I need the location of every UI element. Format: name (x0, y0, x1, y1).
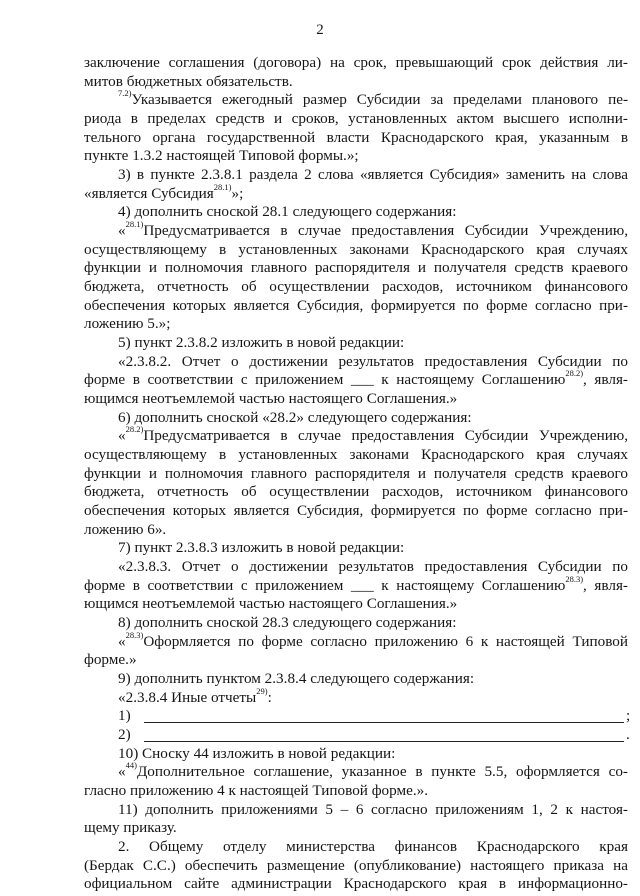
text-line (84, 502, 628, 520)
text-line (84, 819, 177, 837)
text-line (118, 558, 628, 576)
blank-line-end: ; (626, 707, 631, 724)
text-line (84, 54, 628, 72)
text-line (84, 651, 137, 669)
text-line (118, 745, 395, 763)
text-line (84, 483, 628, 501)
text-line (84, 875, 628, 893)
footnote-marker: 28.2) (125, 423, 144, 434)
blank-fill-line (144, 741, 624, 742)
line-text: форме.» (84, 651, 137, 668)
line-text-continued: , явля- (583, 371, 628, 388)
text-line (84, 573, 628, 595)
line-text: бюджета, отчетность об осуществлении расходов, источником финансового (84, 278, 628, 295)
text-line (84, 241, 628, 259)
text-line (118, 423, 628, 445)
line-text-continued: »; (231, 185, 244, 202)
footnote-marker: 29) (256, 685, 268, 696)
line-text: риода в пределах средств и сроков, установленных актом высшего исполни- (84, 110, 628, 127)
text-line (118, 409, 472, 427)
line-text-continued: , явля- (583, 577, 628, 594)
line-text: ложению 5.»; (84, 315, 171, 332)
line-text: 2. Общему отделу министерства финансов Краснодарского края (118, 838, 628, 855)
line-text: официальном сайте администрации Краснодарского края в информационно- (84, 875, 628, 892)
text-line (118, 334, 404, 352)
footnote-marker: 28.1) (125, 218, 144, 229)
footnote-marker: 7.2) (118, 87, 132, 98)
line-text: обеспечения которых является Субсидия, формируется по форме согласно при- (84, 297, 628, 314)
line-text: 10) Сноску 44 изложить в новой редакции: (118, 745, 396, 762)
line-text: функции и полномочия главного распорядителя и получателя средств краевого (84, 465, 628, 482)
page-number: 2 (316, 22, 324, 38)
text-line (118, 203, 456, 221)
line-text: ющимся неотъемлемой частью настоящего Соглашения.» (84, 595, 458, 612)
line-text: « (118, 427, 126, 444)
line-text: тельного органа государственной власти Краснодарского края, указанным в (84, 129, 628, 146)
text-line (118, 707, 631, 725)
text-line (118, 629, 628, 651)
line-text: форме в соответствии с приложением ___ к настоящему Соглашению (84, 371, 566, 388)
line-text: 4) дополнить сноской 28.1 следующего содержания: (118, 203, 457, 220)
line-text: « (118, 633, 126, 650)
text-line (84, 259, 628, 277)
text-line (84, 297, 628, 315)
footnote-marker: 28.2) (565, 367, 584, 378)
line-text: « (118, 763, 126, 780)
line-text: бюджета, отчетность об осуществлении расходов, источником финансового (84, 483, 628, 500)
text-line (118, 670, 474, 688)
text-line (118, 759, 628, 781)
line-text: Указывается ежегодный размер Субсидии за пределами планового пе- (131, 91, 628, 108)
text-line (84, 110, 628, 128)
line-text: « (118, 222, 126, 239)
footnote-marker: 28.3) (565, 573, 584, 584)
line-text: форме в соответствии с приложением ___ к настоящему Соглашению (84, 577, 566, 594)
line-text: 6) дополнить сноской «28.2» следующего содержания: (118, 409, 472, 426)
line-text-continued: : (267, 689, 272, 706)
text-line (84, 367, 628, 389)
line-text: ложению 6». (84, 521, 167, 538)
text-line (84, 390, 457, 408)
text-line (84, 521, 166, 539)
line-text: 11) дополнить приложениями 5 – 6 согласно приложениям 1, 2 к настоя- (118, 801, 628, 818)
text-line (118, 539, 404, 557)
text-line (118, 166, 628, 184)
footnote-marker: 28.3) (125, 629, 144, 640)
line-text: 7) пункт 2.3.8.3 изложить в новой редакции: (118, 539, 405, 556)
footnote-marker: 44) (125, 759, 137, 770)
line-text: «2.3.8.4 Иные отчеты (118, 689, 257, 706)
footnote-marker: 28.1) (213, 181, 232, 192)
text-line (84, 147, 359, 165)
line-text-continued: Дополнительное соглашение, указанное в пункте 5.5, оформляется со- (136, 763, 628, 780)
text-line (118, 614, 456, 632)
text-line (84, 465, 628, 483)
line-text: «является Субсидия (84, 185, 214, 202)
line-text: 5) пункт 2.3.8.2 изложить в новой редакции: (118, 334, 405, 351)
line-text: осуществляющему в установленных законами Краснодарского края случаях (84, 241, 628, 258)
line-text-continued: Предусматривается в случае предоставления Субсидии Учреждению, (143, 427, 628, 444)
text-line (84, 129, 628, 147)
line-text: «2.3.8.3. Отчет о достижении результатов предоставления Субсидии по (118, 558, 628, 575)
text-line (118, 801, 628, 819)
line-text: 3) в пункте 2.3.8.1 раздела 2 слова «является Субсидия» заменить на слова (118, 166, 628, 183)
line-text: заключение соглашения (договора) на срок, превышающий срок действия ли- (84, 54, 628, 71)
text-line (84, 857, 628, 875)
line-text: митов бюджетных обязательств. (84, 73, 293, 90)
text-line (118, 685, 272, 707)
line-text: ющимся неотъемлемой частью настоящего Соглашения.» (84, 390, 458, 407)
blank-line-number: 2) (118, 726, 131, 743)
text-line (118, 353, 628, 371)
line-text: осуществляющему в установленных законами Краснодарского края случаях (84, 446, 628, 463)
text-line (118, 218, 628, 240)
text-line (84, 595, 457, 613)
line-text: пункте 1.3.2 настоящей Типовой формы.»; (84, 147, 359, 164)
text-line (84, 278, 628, 296)
line-text: 9) дополнить пунктом 2.3.8.4 следующего содержания: (118, 670, 475, 687)
text-line (84, 446, 628, 464)
text-line (118, 726, 630, 744)
line-text: щему приказу. (84, 819, 177, 836)
text-line (118, 838, 628, 856)
text-line (84, 73, 293, 91)
line-text: «2.3.8.2. Отчет о достижении результатов предоставления Субсидии по (118, 353, 628, 370)
text-line (84, 181, 244, 203)
blank-line-number: 1) (118, 707, 131, 724)
text-line (118, 87, 628, 109)
blank-fill-line (144, 722, 624, 723)
line-text: 8) дополнить сноской 28.3 следующего содержания: (118, 614, 457, 631)
text-line (84, 782, 428, 800)
line-text: (Бердак С.С.) обеспечить размещение (опубликование) настоящего приказа на (84, 857, 628, 874)
line-text-continued: Оформляется по форме согласно приложению 6 к настоящей Типовой (143, 633, 628, 650)
line-text: обеспечения которых является Субсидия, формируется по форме согласно при- (84, 502, 628, 519)
line-text: гласно приложению 4 к настоящей Типовой форме.». (84, 782, 429, 799)
line-text: функции и полномочия главного распорядителя и получателя средств краевого (84, 259, 628, 276)
line-text-continued: Предусматривается в случае предоставления Субсидии Учреждению, (143, 222, 628, 239)
blank-line-end: . (626, 726, 630, 743)
text-line (84, 315, 170, 333)
